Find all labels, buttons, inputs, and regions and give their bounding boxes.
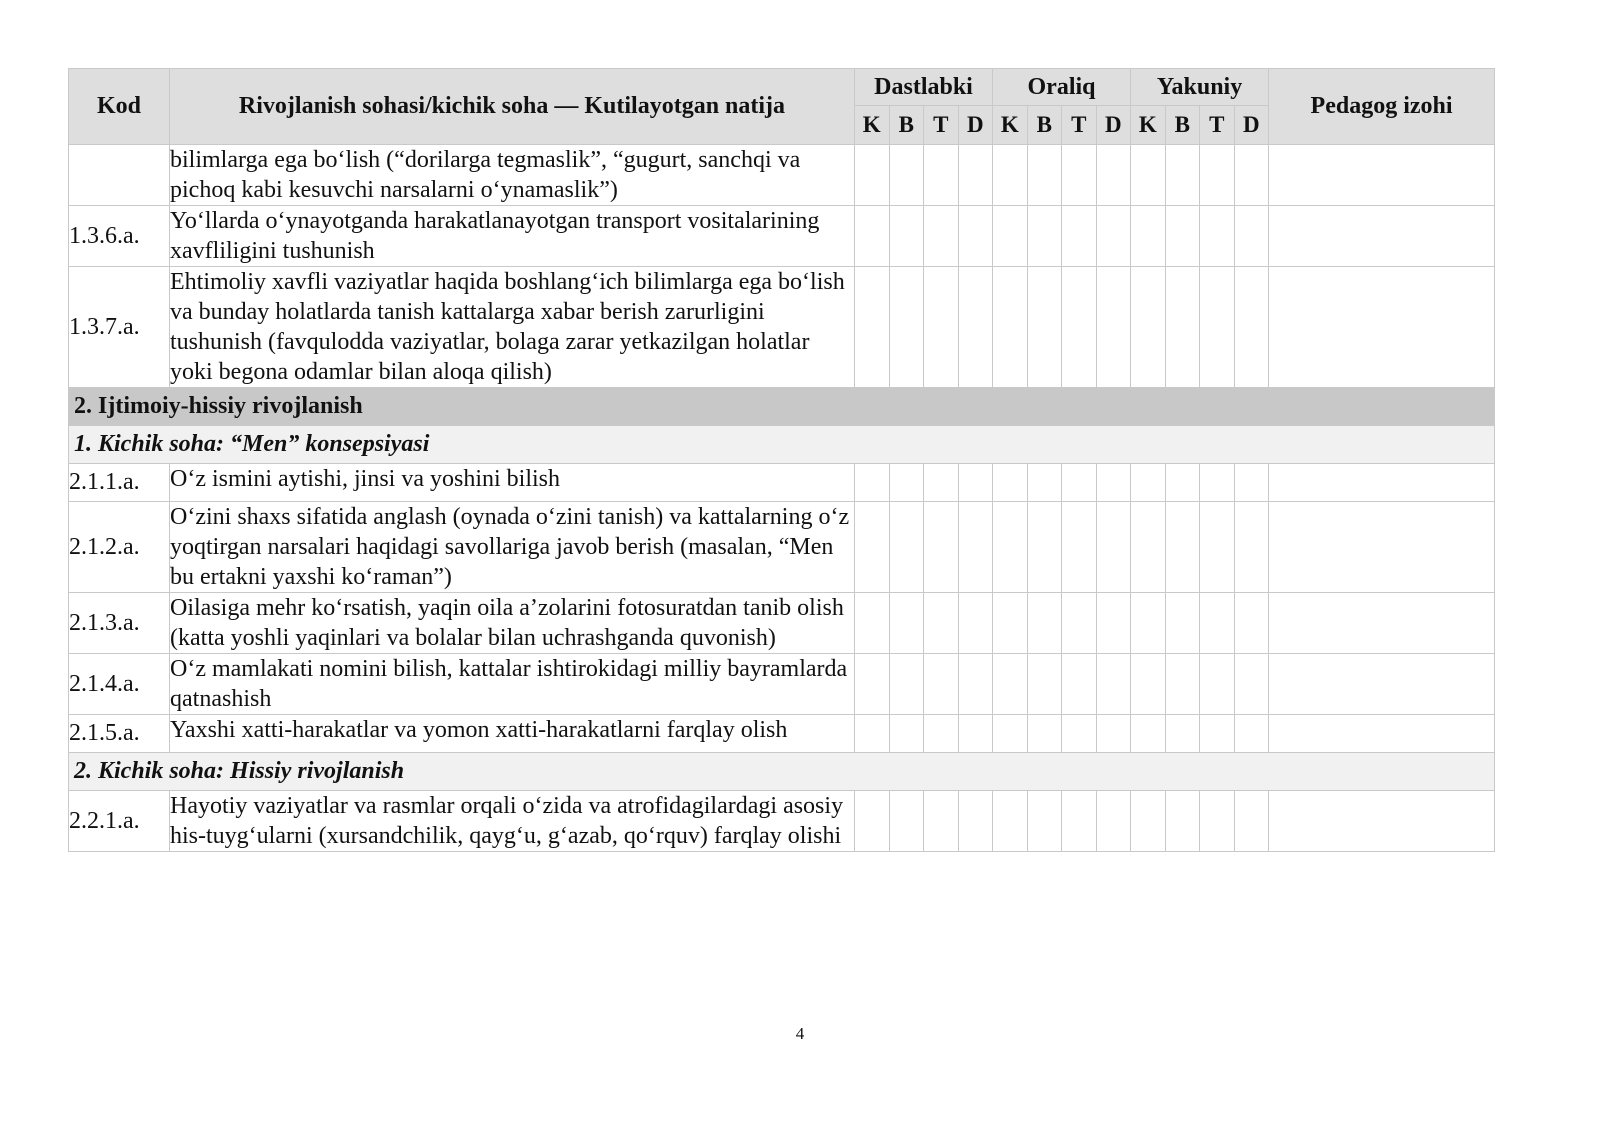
subsection-row [69,753,1495,791]
mark-cell[interactable] [1200,206,1235,267]
page-number: 4 [795,1024,805,1043]
section-title: 2. Ijtimoiy-hissiy rivojlanish [69,388,1495,426]
mark-cell[interactable] [1165,206,1200,267]
mark-cell[interactable] [1027,145,1062,206]
mark-cell[interactable] [889,464,924,502]
mark-cell[interactable] [889,791,924,852]
table-header-row [69,69,1495,106]
mark-cell[interactable] [1234,267,1269,388]
mark-cell[interactable] [1096,145,1131,206]
mark-cell[interactable] [924,145,959,206]
mark-cell[interactable] [1062,145,1097,206]
mark-cell[interactable] [924,267,959,388]
mark-cell[interactable] [1200,267,1235,388]
mark-cell[interactable] [958,593,993,654]
mark-cell[interactable] [1062,206,1097,267]
mark-header: T [1200,106,1235,145]
mark-cell[interactable] [1165,464,1200,502]
mark-header: K [993,106,1028,145]
table-row [69,502,1495,593]
mark-cell[interactable] [855,206,890,267]
row-code: 2.1.3.a. [69,593,170,654]
row-code: 2.1.2.a. [69,502,170,593]
mark-cell[interactable] [1200,715,1235,753]
mark-cell[interactable] [1165,791,1200,852]
mark-header: T [1062,106,1097,145]
row-description: O‘z ismini aytishi, jinsi va yoshini bilish [170,464,855,502]
row-code: 2.1.5.a. [69,715,170,753]
mark-cell[interactable] [1165,715,1200,753]
mark-cell[interactable] [1062,502,1097,593]
mark-cell[interactable] [1096,267,1131,388]
mark-cell[interactable] [1096,593,1131,654]
mark-cell[interactable] [855,654,890,715]
table-row [69,145,1495,206]
mark-cell[interactable] [889,145,924,206]
mark-cell[interactable] [1096,502,1131,593]
mark-cell[interactable] [1165,654,1200,715]
subsection-row [69,426,1495,464]
mark-cell[interactable] [889,206,924,267]
row-code: 2.1.1.a. [69,464,170,502]
teacher-note-cell[interactable] [1269,145,1495,206]
mark-cell[interactable] [855,593,890,654]
mark-cell[interactable] [993,145,1028,206]
mark-cell[interactable] [993,464,1028,502]
mark-cell[interactable] [1131,715,1166,753]
mark-cell[interactable] [1027,267,1062,388]
mark-cell[interactable] [855,502,890,593]
teacher-note-cell[interactable] [1269,715,1495,753]
mark-cell[interactable] [889,654,924,715]
mark-cell[interactable] [1027,464,1062,502]
mark-cell[interactable] [993,502,1028,593]
mark-header: B [889,106,924,145]
mark-header: T [924,106,959,145]
mark-cell[interactable] [924,502,959,593]
row-code: 1.3.7.a. [69,267,170,388]
mark-cell[interactable] [924,715,959,753]
mark-cell[interactable] [924,654,959,715]
mark-cell[interactable] [855,791,890,852]
mark-cell[interactable] [1131,593,1166,654]
mark-cell[interactable] [855,267,890,388]
row-description: O‘z mamlakati nomini bilish, kattalar ishtirokidagi milliy bayramlarda qatnashish [170,654,855,715]
table-body [69,145,1495,852]
teacher-note-cell[interactable] [1269,464,1495,502]
mark-cell[interactable] [1131,267,1166,388]
assessment-table [68,68,1495,852]
mark-cell[interactable] [1200,593,1235,654]
mark-cell[interactable] [1234,654,1269,715]
mark-cell[interactable] [924,206,959,267]
row-description: Ehtimoliy xavfli vaziyatlar haqida boshlang‘ich bilimlarga ega bo‘lish va bunday holatlarda tanish kattalarga xabar berish zarurligini tushunish (favqulodda vaziyatlar, bolaga zarar yetkazilgan holatlar yoki begona odamlar bilan aloqa qilish) [170,267,855,388]
mark-cell[interactable] [1234,145,1269,206]
mark-cell[interactable] [1131,654,1166,715]
header-phase-final: Yakuniy [1131,69,1269,106]
table-row [69,791,1495,852]
mark-cell[interactable] [1027,715,1062,753]
row-code: 2.1.4.a. [69,654,170,715]
row-description: Yo‘llarda o‘ynayotganda harakatlanayotgan transport vositalarining xavfliligini tushunish [170,206,855,267]
mark-cell[interactable] [1200,502,1235,593]
mark-cell[interactable] [993,206,1028,267]
teacher-note-cell[interactable] [1269,791,1495,852]
mark-cell[interactable] [1027,206,1062,267]
mark-cell[interactable] [1027,502,1062,593]
header-code: Kod [69,69,170,145]
teacher-note-cell[interactable] [1269,654,1495,715]
mark-cell[interactable] [1200,654,1235,715]
row-code: 2.2.1.a. [69,791,170,852]
mark-cell[interactable] [1165,267,1200,388]
mark-cell[interactable] [993,791,1028,852]
mark-cell[interactable] [958,715,993,753]
mark-cell[interactable] [1165,593,1200,654]
mark-header: D [1096,106,1131,145]
mark-cell[interactable] [1062,464,1097,502]
table-row [69,464,1495,502]
subsection-title: 2. Kichik soha: Hissiy rivojlanish [69,753,1495,791]
mark-cell[interactable] [1062,715,1097,753]
mark-cell[interactable] [993,593,1028,654]
mark-cell[interactable] [1200,464,1235,502]
mark-cell[interactable] [889,715,924,753]
mark-cell[interactable] [1027,654,1062,715]
mark-cell[interactable] [1200,145,1235,206]
row-code: 1.3.6.a. [69,206,170,267]
mark-cell[interactable] [1234,206,1269,267]
header-teacher-note: Pedagog izohi [1269,69,1495,145]
mark-cell[interactable] [1234,502,1269,593]
mark-cell[interactable] [1062,267,1097,388]
section-row [69,388,1495,426]
table-row [69,206,1495,267]
mark-cell[interactable] [958,502,993,593]
mark-cell[interactable] [1096,206,1131,267]
header-phase-intermediate: Oraliq [993,69,1131,106]
mark-cell[interactable] [1096,715,1131,753]
mark-cell[interactable] [1027,593,1062,654]
mark-cell[interactable] [1165,502,1200,593]
row-description: Oilasiga mehr ko‘rsatish, yaqin oila a’zolarini fotosuratdan tanib olish (katta yoshli yaqinlari va bolalar bilan uchrashganda quvonish) [170,593,855,654]
table-row [69,715,1495,753]
teacher-note-cell[interactable] [1269,502,1495,593]
header-description: Rivojlanish sohasi/kichik soha — Kutilayotgan natija [170,69,855,145]
mark-cell[interactable] [1096,791,1131,852]
mark-cell[interactable] [855,715,890,753]
mark-cell[interactable] [958,145,993,206]
mark-header: D [1234,106,1269,145]
teacher-note-cell[interactable] [1269,206,1495,267]
mark-cell[interactable] [924,791,959,852]
mark-cell[interactable] [1131,145,1166,206]
teacher-note-cell[interactable] [1269,267,1495,388]
mark-cell[interactable] [1096,464,1131,502]
mark-cell[interactable] [958,267,993,388]
row-description: Hayotiy vaziyatlar va rasmlar orqali o‘zida va atrofidagilardagi asosiy his-tuyg‘ularni (xursandchilik, qayg‘u, g‘azab, qo‘rquv) farqlay olishi [170,791,855,852]
mark-cell[interactable] [1131,502,1166,593]
row-description: Yaxshi xatti-harakatlar va yomon xatti-harakatlarni farqlay olish [170,715,855,753]
mark-cell[interactable] [855,145,890,206]
mark-cell[interactable] [1131,206,1166,267]
mark-cell[interactable] [1062,654,1097,715]
mark-cell[interactable] [1027,791,1062,852]
mark-cell[interactable] [958,464,993,502]
mark-cell[interactable] [1131,464,1166,502]
row-description: O‘zini shaxs sifatida anglash (oynada o‘zini tanish) va kattalarning o‘z yoqtirgan narsalari haqidagi savollariga javob berish (masalan, “Men bu ertakni yaxshi ko‘raman”) [170,502,855,593]
subsection-title: 1. Kichik soha: “Men” konsepsiyasi [69,426,1495,464]
table-row [69,593,1495,654]
mark-header: B [1165,106,1200,145]
mark-cell[interactable] [1131,791,1166,852]
mark-cell[interactable] [1234,715,1269,753]
mark-cell[interactable] [993,715,1028,753]
mark-cell[interactable] [924,464,959,502]
mark-cell[interactable] [889,593,924,654]
table-row [69,654,1495,715]
mark-cell[interactable] [958,791,993,852]
mark-cell[interactable] [924,593,959,654]
mark-cell[interactable] [1062,593,1097,654]
mark-cell[interactable] [1234,791,1269,852]
mark-cell[interactable] [1200,791,1235,852]
mark-header: K [855,106,890,145]
mark-cell[interactable] [889,267,924,388]
mark-cell[interactable] [958,206,993,267]
mark-cell[interactable] [958,654,993,715]
header-phase-initial: Dastlabki [855,69,993,106]
mark-header: K [1131,106,1166,145]
mark-cell[interactable] [1234,593,1269,654]
mark-cell[interactable] [1096,654,1131,715]
mark-cell[interactable] [1234,464,1269,502]
teacher-note-cell[interactable] [1269,593,1495,654]
mark-cell[interactable] [993,267,1028,388]
mark-cell[interactable] [993,654,1028,715]
table-row [69,267,1495,388]
mark-cell[interactable] [889,502,924,593]
row-code [69,145,170,206]
mark-header: D [958,106,993,145]
mark-cell[interactable] [855,464,890,502]
mark-header: B [1027,106,1062,145]
mark-cell[interactable] [1165,145,1200,206]
row-description: bilimlarga ega bo‘lish (“dorilarga tegmaslik”, “gugurt, sanchqi va pichoq kabi kesuvchi narsalarni o‘ynamaslik”) [170,145,855,206]
mark-cell[interactable] [1062,791,1097,852]
